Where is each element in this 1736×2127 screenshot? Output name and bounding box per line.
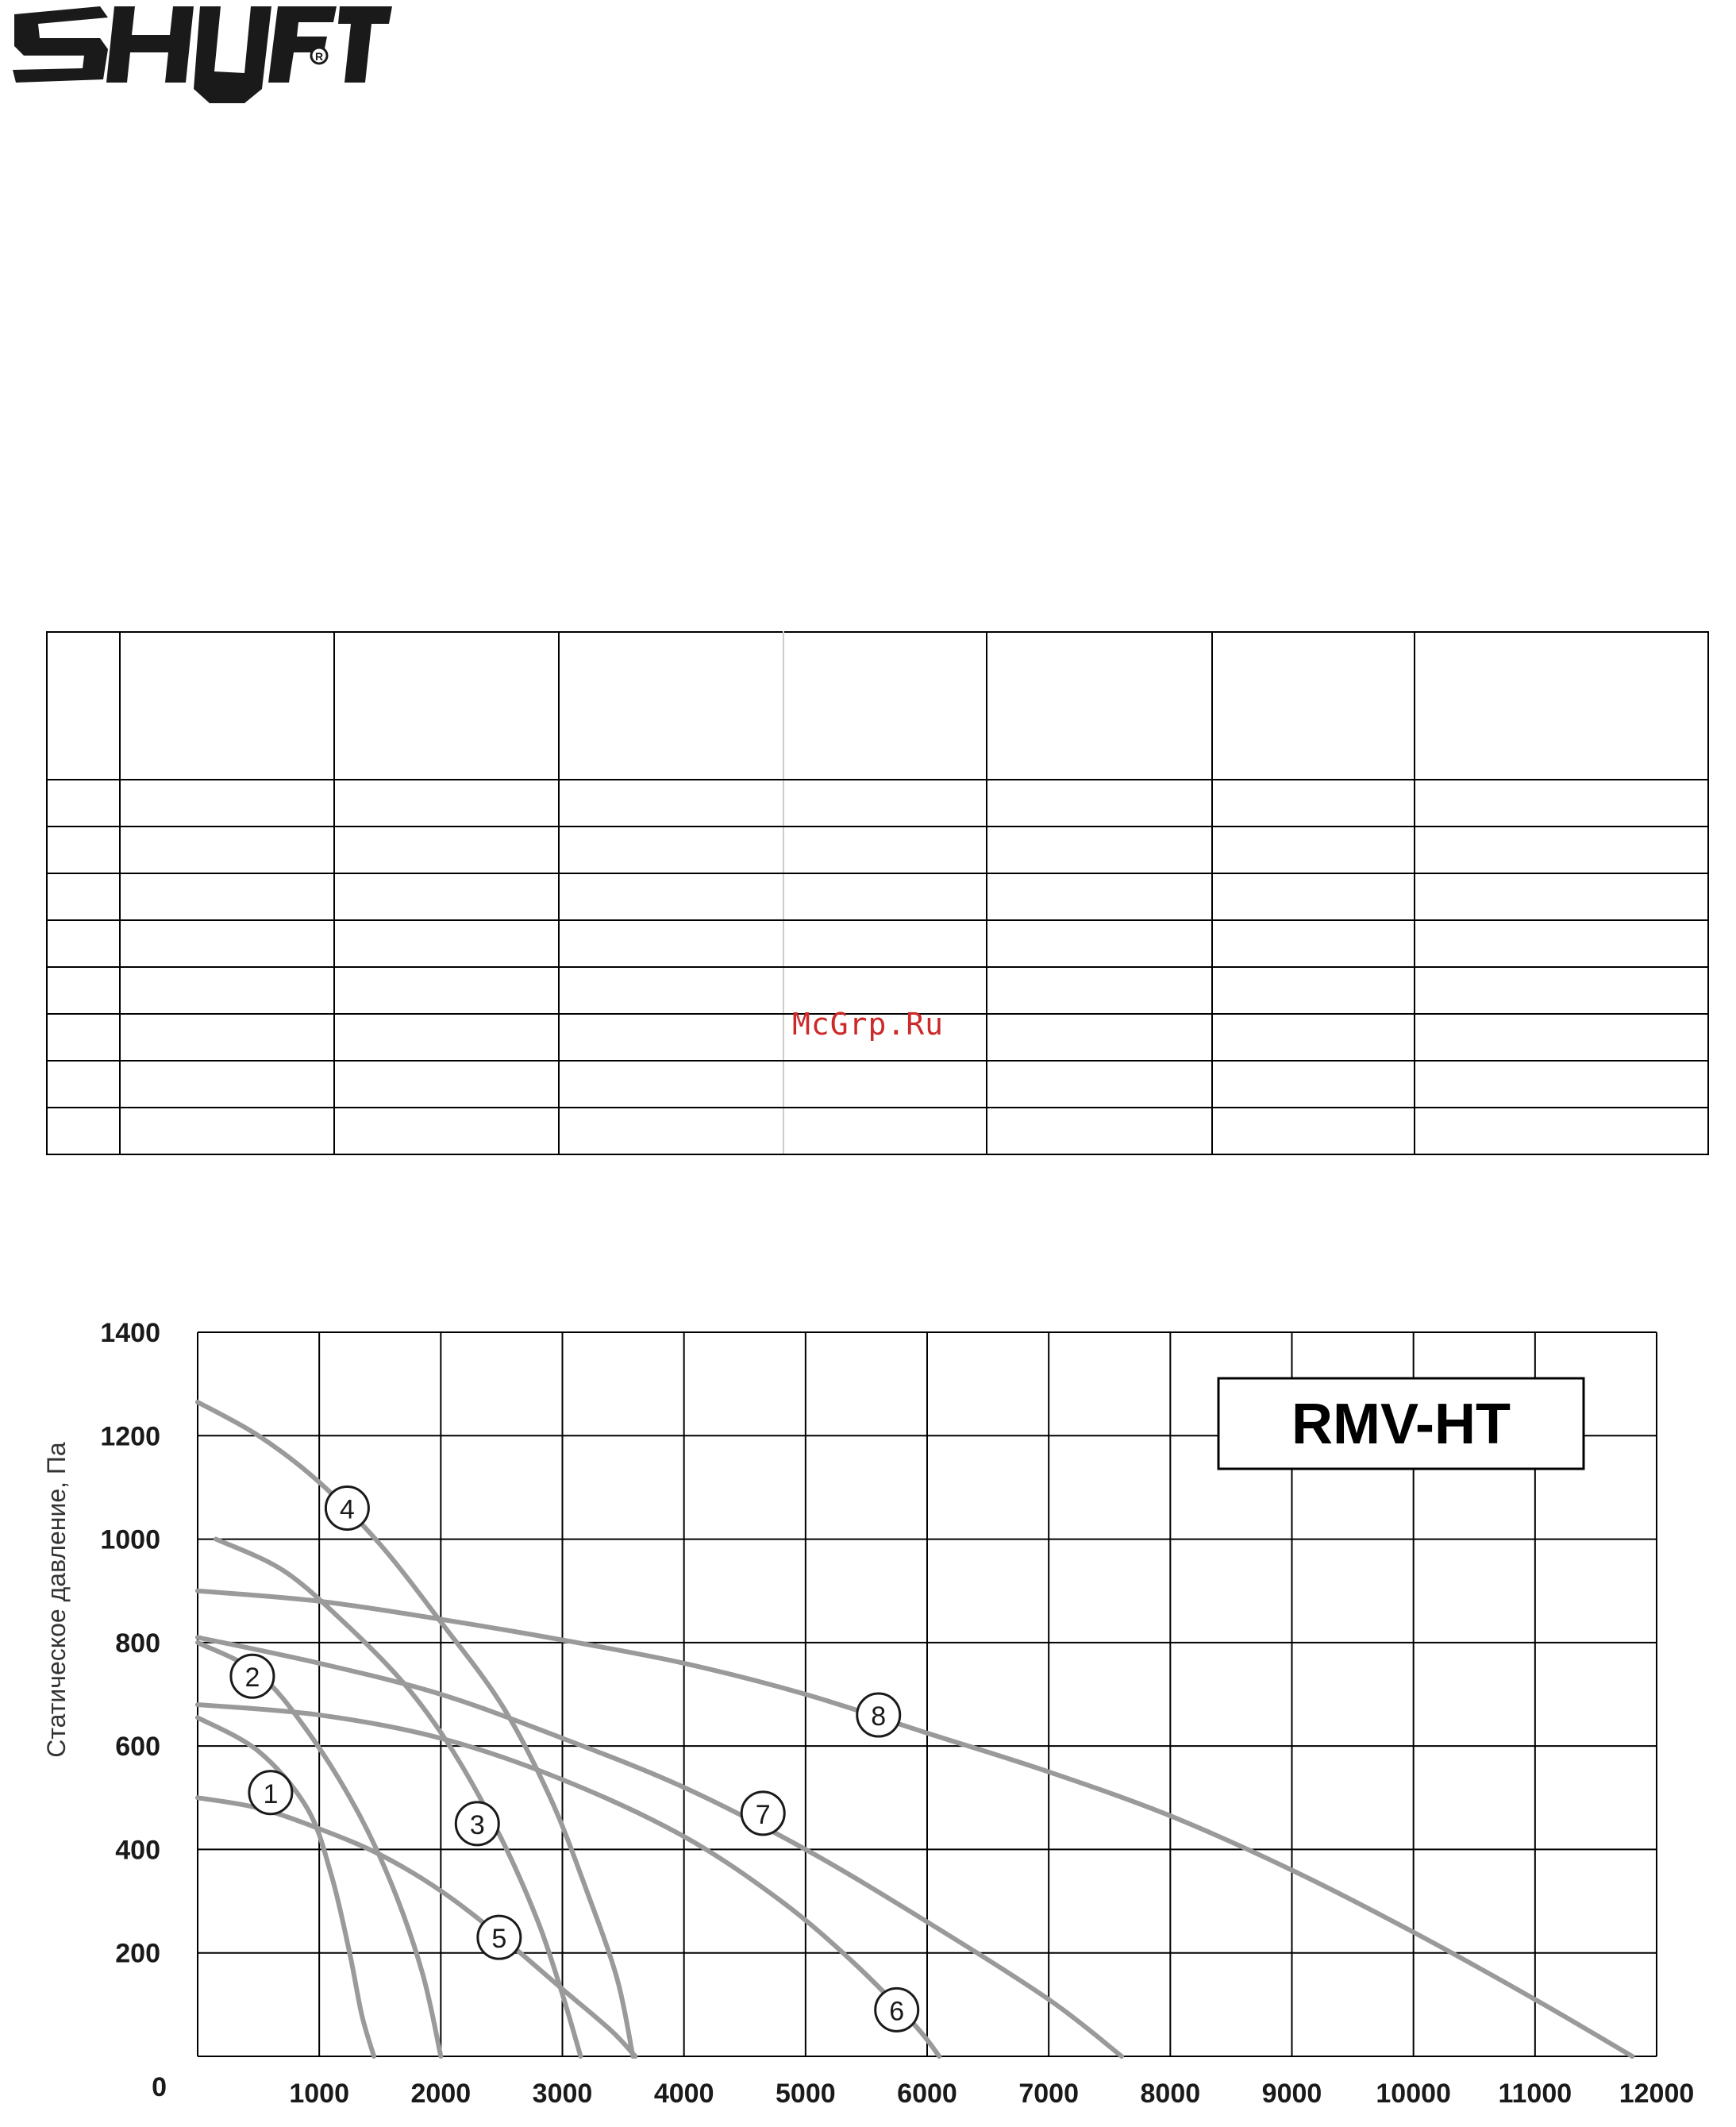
- table-cell: [559, 920, 783, 967]
- curve-marker-4: [325, 1486, 368, 1529]
- header-cell: [987, 632, 1212, 780]
- table-cell: [987, 967, 1212, 1014]
- table-cell: [987, 1014, 1212, 1061]
- curve-marker-2: [231, 1655, 274, 1697]
- curve-1: [198, 1717, 374, 2056]
- x-tick-label: 8000: [1140, 2079, 1201, 2109]
- curve-marker-label: 4: [339, 1494, 355, 1525]
- origin-label: 0: [152, 2072, 167, 2102]
- table-cell: [334, 1014, 559, 1061]
- y-tick-label: 1000: [100, 1524, 160, 1555]
- table-cell: [1415, 1014, 1708, 1061]
- table-cell: [1212, 780, 1415, 827]
- x-tick-label: 4000: [653, 2079, 714, 2109]
- curve-marker-8: [857, 1694, 900, 1736]
- table-cell: [559, 1061, 783, 1108]
- y-axis-title: Статическое давление, Па: [42, 1442, 71, 1758]
- header-cell: [47, 632, 120, 780]
- table-cell: [47, 920, 120, 967]
- table-cell: [783, 780, 987, 827]
- y-tick-label: 1200: [100, 1421, 160, 1452]
- curve-marker-label: 8: [871, 1701, 887, 1732]
- curve-6: [198, 1705, 939, 2056]
- table-cell: [987, 780, 1212, 827]
- x-tick-label: 11000: [1498, 2079, 1572, 2109]
- table-row: [47, 780, 1708, 827]
- curve-8: [198, 1591, 1632, 2056]
- table-cell: [987, 873, 1212, 920]
- table-cell: [1212, 1108, 1415, 1154]
- curve-marker-label: 1: [263, 1778, 279, 1809]
- table-cell: [47, 1108, 120, 1154]
- table-cell: [783, 1108, 987, 1154]
- table-cell: [334, 1061, 559, 1108]
- table-cell: [334, 920, 559, 967]
- x-tick-label: 1000: [289, 2079, 349, 2109]
- table-cell: [120, 780, 334, 827]
- table-cell: [47, 873, 120, 920]
- curve-marker-7: [741, 1792, 784, 1835]
- table-cell: [334, 967, 559, 1014]
- curve-marker-label: 5: [491, 1924, 507, 1955]
- curve-marker-label: 7: [755, 1799, 771, 1830]
- curve-marker-label: 6: [889, 1996, 905, 2027]
- table-cell: [120, 873, 334, 920]
- table-cell: [987, 920, 1212, 967]
- table-cell: [47, 1014, 120, 1061]
- table-cell: [1415, 920, 1708, 967]
- table-cell: [559, 967, 783, 1014]
- curve-marker-label: 2: [244, 1663, 260, 1694]
- table-cell: [1212, 1014, 1415, 1061]
- header-cell: [1415, 632, 1708, 780]
- y-tick-label: 400: [115, 1835, 160, 1866]
- table-cell: [783, 1061, 987, 1108]
- table-cell: [1415, 1061, 1708, 1108]
- table-cell: [47, 827, 120, 873]
- x-tick-label: 9000: [1261, 2079, 1322, 2109]
- table-cell: [1212, 920, 1415, 967]
- table-cell: [1212, 1061, 1415, 1108]
- table-cell: [47, 1061, 120, 1108]
- curve-marker-5: [478, 1916, 521, 1959]
- header-cell: [783, 632, 987, 780]
- table-cell: [783, 920, 987, 967]
- spec-table: [46, 631, 1709, 1155]
- table-cell: [783, 873, 987, 920]
- watermark: McGrp.Ru: [792, 1007, 945, 1042]
- table-cell: [1415, 873, 1708, 920]
- table-row: [47, 1061, 1708, 1108]
- x-tick-label: 12000: [1619, 2079, 1695, 2109]
- table-row: [47, 827, 1708, 873]
- table-cell: [334, 827, 559, 873]
- table-cell: [559, 873, 783, 920]
- y-tick-label: 200: [115, 1938, 160, 1969]
- table-cell: [120, 827, 334, 873]
- x-tick-label: 5000: [776, 2079, 836, 2109]
- title-box: [1218, 1378, 1584, 1469]
- table-row: [47, 920, 1708, 967]
- curve-marker-1: [249, 1771, 292, 1814]
- curve-markers: [231, 1486, 918, 2031]
- table-cell: [120, 967, 334, 1014]
- x-tick-label: 7000: [1018, 2079, 1079, 2109]
- curves: [198, 1402, 1632, 2056]
- table-row: [47, 1108, 1708, 1154]
- table-cell: [1415, 967, 1708, 1014]
- curve-marker-label: 3: [469, 1809, 485, 1840]
- curve-7: [198, 1637, 1122, 2056]
- table-cell: [334, 780, 559, 827]
- y-tick-label: 1400: [100, 1318, 160, 1348]
- table-cell: [120, 1061, 334, 1108]
- table-cell: [783, 827, 987, 873]
- curve-marker-6: [876, 1988, 918, 2031]
- header-cell: [334, 632, 559, 780]
- table-cell: [1415, 1108, 1708, 1154]
- y-tick-label: 600: [115, 1732, 160, 1763]
- table-cell: [47, 780, 120, 827]
- table-cell: [47, 967, 120, 1014]
- table-cell: [120, 1014, 334, 1061]
- table-body: [47, 780, 1708, 1154]
- pressure-flow-chart: [0, 1302, 1736, 2127]
- header-cell: [1212, 632, 1415, 780]
- shuft-logo: [6, 0, 395, 111]
- table-cell: [559, 1014, 783, 1061]
- y-tick-label: 800: [115, 1628, 160, 1659]
- table-cell: [1415, 780, 1708, 827]
- x-tick-label: 6000: [897, 2079, 957, 2109]
- table-cell: [1212, 873, 1415, 920]
- table-header-row: [47, 632, 1708, 780]
- curve-4: [198, 1402, 633, 2056]
- table-cell: [987, 1061, 1212, 1108]
- table-cell: [559, 780, 783, 827]
- table-cell: [1212, 827, 1415, 873]
- x-tick-label: 3000: [532, 2079, 593, 2109]
- table-cell: [987, 1108, 1212, 1154]
- chart-title: RMV-HT: [1291, 1393, 1511, 1456]
- header-cell: [559, 632, 783, 780]
- x-tick-label: 2000: [410, 2079, 472, 2109]
- header-cell: [120, 632, 334, 780]
- table-cell: [334, 873, 559, 920]
- table-cell: [334, 1108, 559, 1154]
- table-cell: [120, 1108, 334, 1154]
- table-cell: [1415, 827, 1708, 873]
- table-cell: [1212, 967, 1415, 1014]
- curve-marker-3: [456, 1802, 498, 1845]
- svg-text:R: R: [314, 50, 324, 63]
- table-row: [47, 873, 1708, 920]
- table-cell: [559, 1108, 783, 1154]
- table-cell: [120, 920, 334, 967]
- table-cell: [987, 827, 1212, 873]
- table-cell: [559, 827, 783, 873]
- x-tick-label: 10000: [1376, 2079, 1451, 2109]
